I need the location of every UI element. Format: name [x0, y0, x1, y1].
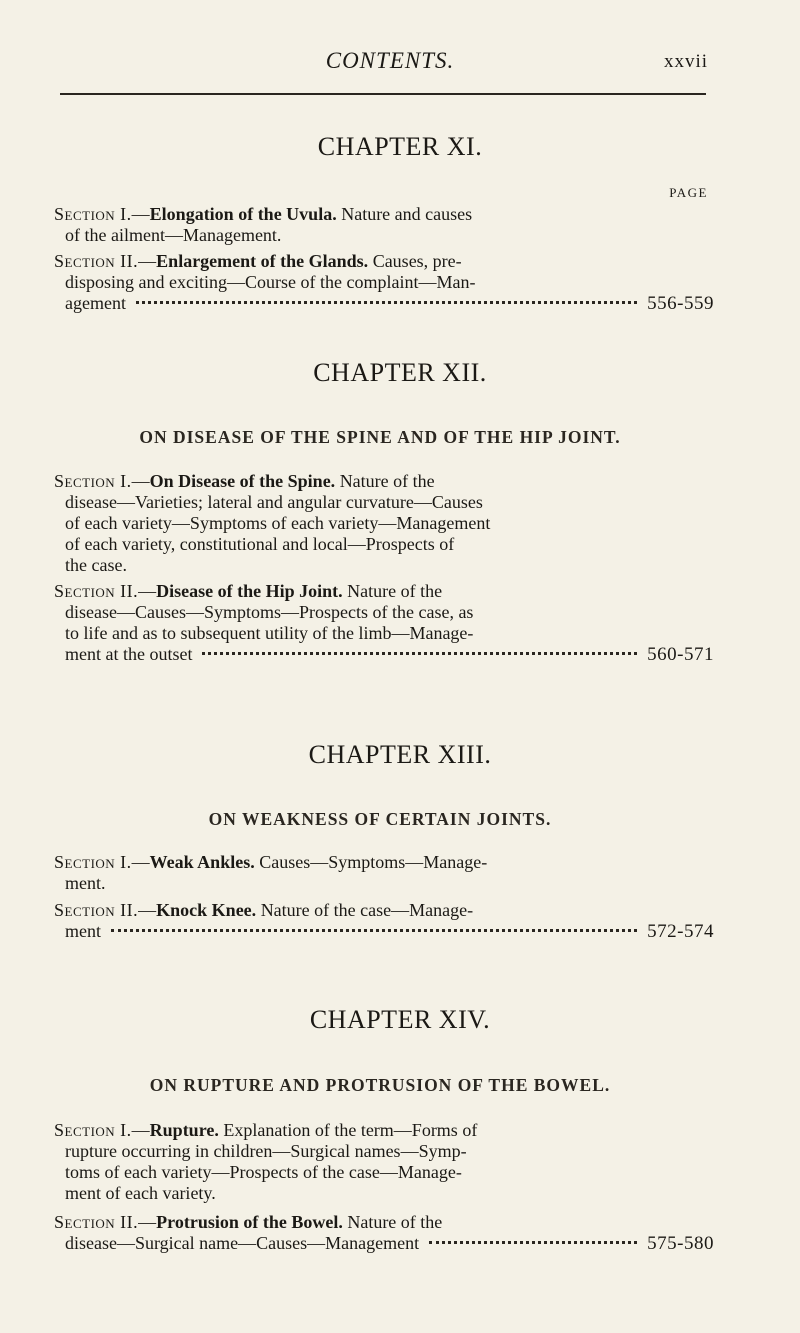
page-range: 556-559	[647, 293, 714, 314]
section-title: Disease of the Hip Joint.	[156, 581, 343, 601]
dot-leader	[202, 652, 637, 655]
page-column-label: PAGE	[669, 185, 708, 200]
section-label: Section I.	[54, 852, 132, 872]
section-text-line: ment.	[65, 873, 106, 893]
section-text: Nature and causes	[341, 204, 473, 224]
running-head	[0, 48, 800, 78]
dot-leader	[136, 301, 637, 304]
dot-leader	[429, 1241, 637, 1244]
page-range: 575-580	[647, 1233, 714, 1254]
section-title: Rupture.	[149, 1120, 219, 1140]
section-text-line: the case.	[65, 555, 127, 575]
section-text-line: rupture occurring in children—Surgical names—Symp-	[65, 1141, 467, 1161]
section-text-line: of each variety—Symptoms of each variety—Management	[65, 513, 491, 533]
section-text-line: disease—Surgical name—Causes—Management	[65, 1233, 420, 1253]
section-text-line: of the ailment—Management.	[65, 225, 282, 245]
section-text: Explanation of the term—Forms of	[223, 1120, 478, 1140]
section-label: Section I.	[54, 204, 132, 224]
section-text-line: ment of each variety.	[65, 1183, 216, 1203]
section-entry: Section II.—Knock Knee. Nature of the case—Manage- ment 572-574	[54, 900, 714, 942]
page-number: xxvii	[663, 51, 708, 72]
section-entry: Section II.—Disease of the Hip Joint. Nature of the disease—Causes—Symptoms—Prospects of the case, as to life and as to subsequent utility of the limb—Manage- ment at the outset 560-571	[54, 581, 714, 665]
page-range: 572-574	[647, 921, 714, 942]
section-title: Protrusion of the Bowel.	[156, 1212, 343, 1232]
section-text: Nature of the case—Manage-	[260, 900, 474, 920]
section-text-line: disposing and exciting—Course of the complaint—Man-	[65, 272, 476, 292]
section-text-line: toms of each variety—Prospects of the case—Manage-	[65, 1162, 462, 1182]
section-text-line: to life and as to subsequent utility of the limb—Manage-	[65, 623, 474, 643]
chapter-subtitle: ON DISEASE OF THE SPINE AND OF THE HIP JOINT.	[139, 427, 621, 447]
section-label: Section II.	[54, 251, 139, 271]
section-title: Knock Knee.	[156, 900, 257, 920]
section-title: On Disease of the Spine.	[149, 471, 336, 491]
section-label: Section II.	[54, 1212, 139, 1232]
section-entry: Section II.—Enlargement of the Glands. Causes, pre- disposing and exciting—Course of the complaint—Man- agement 556-559	[54, 251, 714, 314]
section-entry: Section I.—Rupture. Explanation of the term—Forms of rupture occurring in children—Surgical names—Symp- toms of each variety—Prospects of the case—Manage- ment of each variety.	[54, 1120, 714, 1204]
chapter-title: CHAPTER XI.	[317, 132, 483, 161]
chapter-subtitle: ON RUPTURE AND PROTRUSION OF THE BOWEL.	[149, 1075, 611, 1095]
section-text-line: of each variety, constitutional and local—Prospects of	[65, 534, 455, 554]
section-text-line: ment at the outset	[65, 644, 193, 664]
section-label: Section II.	[54, 900, 139, 920]
section-title: Enlargement of the Glands.	[156, 251, 369, 271]
chapter-title: CHAPTER XIV.	[309, 1005, 491, 1034]
chapter-subtitle: ON WEAKNESS OF CERTAIN JOINTS.	[208, 809, 552, 829]
section-text-line: agement	[65, 293, 126, 313]
section-title: Elongation of the Uvula.	[149, 204, 337, 224]
header-rule	[60, 93, 706, 95]
chapter-title: CHAPTER XII.	[313, 358, 487, 387]
section-entry: Section I.—On Disease of the Spine. Nature of the disease—Varieties; lateral and angular curvature—Causes of each variety—Symptoms of each variety—Management of each variety, constitutional and local—Prospects of the case.	[54, 471, 714, 576]
section-text-line: disease—Causes—Symptoms—Prospects of the case, as	[65, 602, 474, 622]
section-title: Weak Ankles.	[149, 852, 255, 872]
section-text: Nature of the	[339, 471, 435, 491]
section-text: Causes—Symptoms—Manage-	[259, 852, 488, 872]
section-entry: Section II.—Protrusion of the Bowel. Nature of the disease—Surgical name—Causes—Management 575-580	[54, 1212, 714, 1254]
section-text: Causes, pre-	[372, 251, 462, 271]
page-range: 560-571	[647, 644, 714, 665]
section-label: Section I.	[54, 1120, 132, 1140]
section-label: Section II.	[54, 581, 139, 601]
section-text: Nature of the	[347, 581, 443, 601]
section-text-line: ment	[65, 921, 101, 941]
section-entry: Section I.—Weak Ankles. Causes—Symptoms—Manage- ment.	[54, 852, 714, 894]
section-text-line: disease—Varieties; lateral and angular curvature—Causes	[65, 492, 483, 512]
section-entry: Section I.—Elongation of the Uvula. Nature and causes of the ailment—Management.	[54, 204, 714, 246]
section-label: Section I.	[54, 471, 132, 491]
dot-leader	[111, 929, 637, 932]
running-title: CONTENTS.	[325, 48, 455, 73]
section-text: Nature of the	[347, 1212, 443, 1232]
chapter-title: CHAPTER XIII.	[308, 740, 492, 769]
